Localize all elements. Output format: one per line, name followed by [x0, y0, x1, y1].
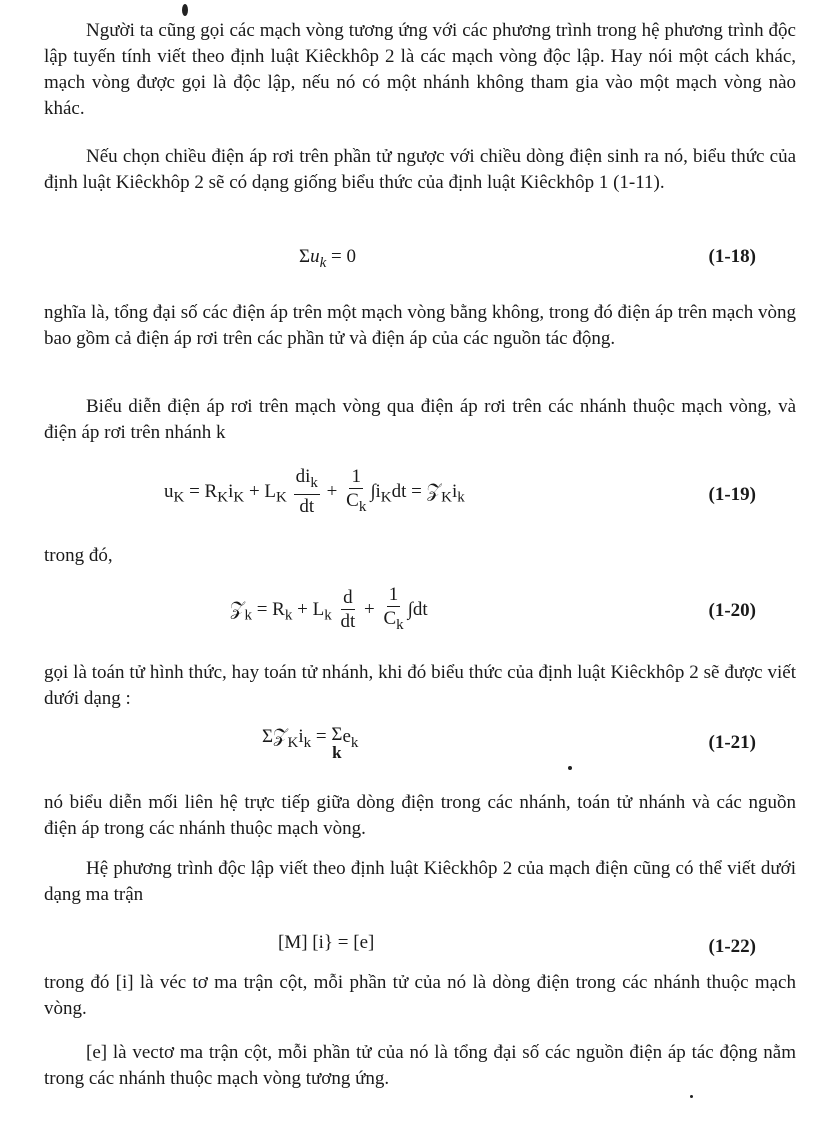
paragraph-5: trong đó,: [44, 545, 113, 566]
scan-speck: [182, 4, 188, 16]
equation-1-18-expr: $\Sigma u_k = 0$: [299, 246, 356, 271]
equation-1-20: [44, 580, 796, 646]
scan-speck: [690, 1095, 693, 1098]
paragraph-4: Biểu diễn điện áp rơi trên mạch vòng qua điện áp rơi trên các nhánh thuộc mạch vòng, và điện áp rơi trên nhánh k: [44, 396, 796, 443]
equation-1-19-expr: $u_K = R_Ki_K + L_K$ $\frac{di_k}{dt}$ + $\frac{1}{C_k}$ $\int i_Kdt$ = $𝒵_Ki_k$: [164, 466, 465, 517]
paragraph-10: [e] là vectơ ma trận cột, mỗi phần tử của nó là tổng đại số các nguồn điện áp tác động nằm trong các nhánh thuộc mạch vòng tương ứng.: [44, 1042, 796, 1089]
equation-number: (1-19): [708, 484, 756, 505]
equation-number: (1-20): [708, 600, 756, 621]
equation-1-20-expr: 𝒵$_k$ = $R_k + L_k$ $\frac{d}{dt}$ + $\frac{1}{C_k}$ ∫dt: [230, 584, 428, 633]
equation-1-21: [44, 720, 796, 770]
paragraph-7: nó biểu diễn mối liên hệ trực tiếp giữa dòng điện trong các nhánh, toán tử nhánh và các nguồn điện áp trong các nhánh thuộc mạch vòng.: [44, 792, 796, 839]
paragraph-3: nghĩa là, tổng đại số các điện áp trên một mạch vòng bằng không, trong đó điện áp trên mạch vòng bao gồm cả điện áp rơi trên các phần tử và điện áp của các nguồn tác động.: [44, 302, 796, 349]
equation-1-22-expr: [M] [i} = [e]: [278, 932, 375, 953]
equation-number: (1-22): [708, 936, 756, 957]
paragraph-6: gọi là toán tử hình thức, hay toán tử nhánh, khi đó biểu thức của định luật Kiêckhôp 2 sẽ được viết dưới dạng :: [44, 662, 796, 709]
equation-1-18: [44, 246, 796, 286]
paragraph-2: Nếu chọn chiều điện áp rơi trên phần tử ngược với chiều dòng điện sinh ra nó, biểu thức của định luật Kiêckhôp 2 sẽ có dạng giống biểu thức của định luật Kiêckhôp 1 (1-11).: [44, 146, 796, 193]
equation-number: (1-18): [708, 246, 756, 267]
equation-1-19: [44, 462, 796, 528]
equation-number: (1-21): [708, 732, 756, 753]
paragraph-9: trong đó [i] là véc tơ ma trận cột, mỗi phần tử của nó là dòng điện trong các nhánh thuộc mạch vòng.: [44, 972, 796, 1019]
paragraph-8: Hệ phương trình độc lập viết theo định luật Kiêckhôp 2 của mạch điện cũng có thể viết dưới dạng ma trận: [44, 858, 796, 905]
scan-speck: [568, 766, 572, 770]
paragraph-1: Người ta cũng gọi các mạch vòng tương ứng với các phương trình trong hệ phương trình độc lập tuyến tính viết theo định luật Kiêckhôp 2 là các mạch vòng độc lập. Hay nói một cách khác, mạch vòng được gọi là độc lập, nếu nó có một nhánh không tham gia vào một mạch vòng nào khác.: [44, 20, 796, 119]
equation-1-22: [44, 932, 796, 972]
equation-1-21-expr: $\Sigma 𝒵_Ki_k = \Sigma$ $ke_k$: [262, 724, 359, 762]
